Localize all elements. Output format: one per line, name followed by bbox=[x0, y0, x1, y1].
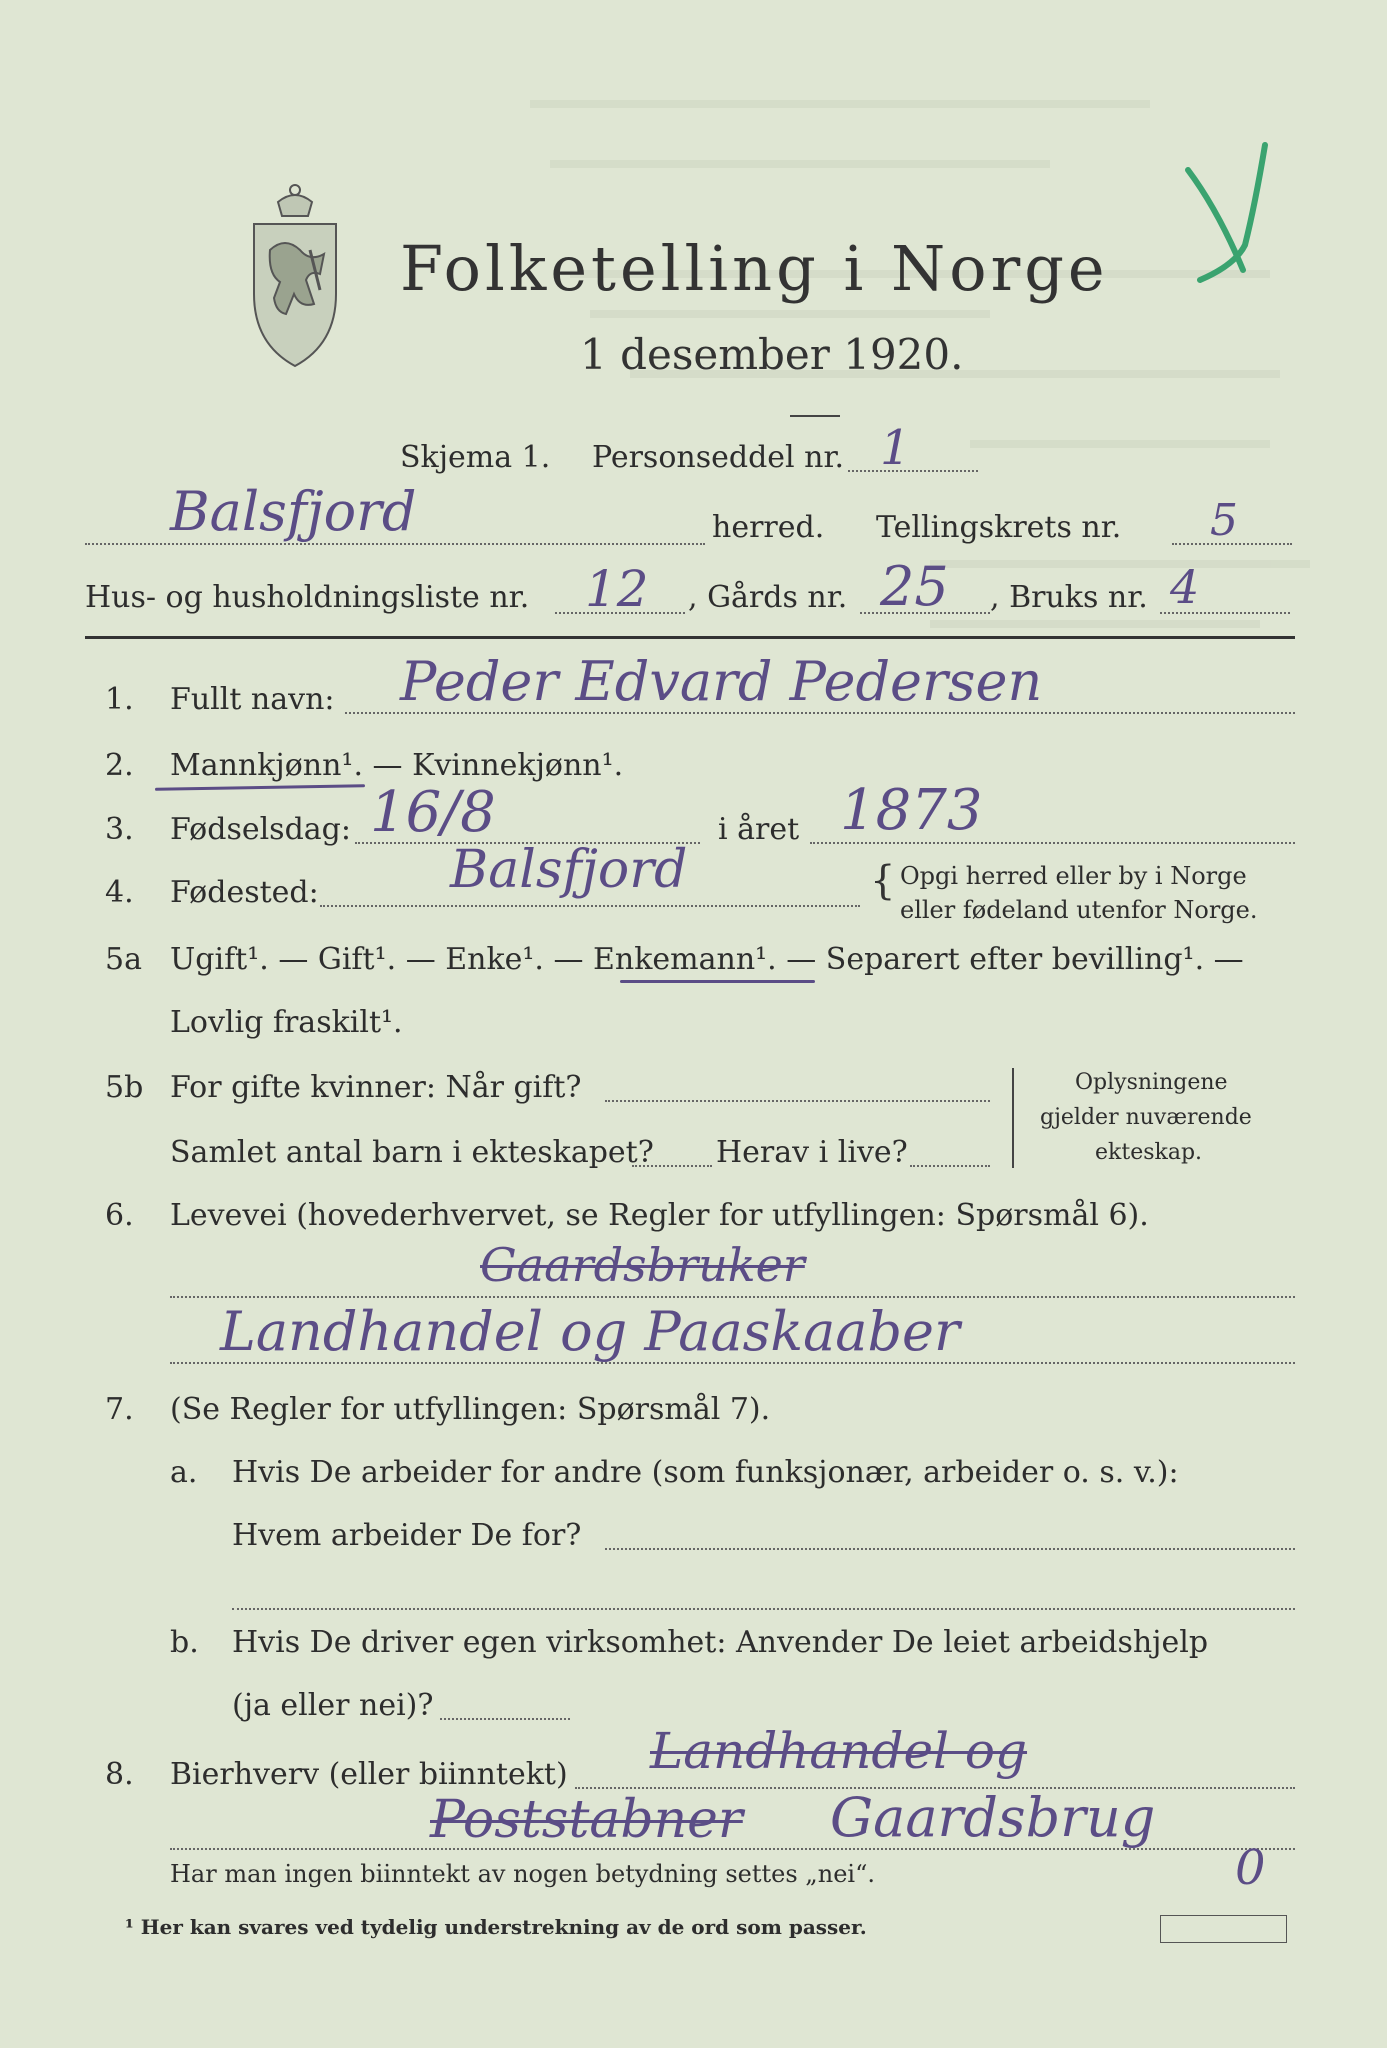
marital-status-options[interactable]: Ugift¹. — Gift¹. — Enke¹. — Enkemann¹. — Separert efter bevilling¹. — bbox=[170, 942, 1244, 977]
birthplace-note-1: Opgi herred eller by i Norge bbox=[900, 862, 1247, 890]
gender-options[interactable]: Mannkjønn¹. — Kvinnekjønn¹. bbox=[170, 748, 624, 783]
q8-hint: Har man ingen biinntekt av nogen betydning settes „nei“. bbox=[170, 1860, 875, 1888]
birthyear-value: 1873 bbox=[840, 778, 983, 843]
children-alive-field[interactable] bbox=[910, 1165, 990, 1167]
q1-label: Fullt navn: bbox=[170, 682, 335, 717]
q5b-children-label: Samlet antal barn i ekteskapet? bbox=[170, 1135, 654, 1170]
hired-help-field[interactable] bbox=[440, 1718, 570, 1720]
q1-number: 1. bbox=[105, 682, 134, 717]
q2-number: 2. bbox=[105, 748, 134, 783]
q7b-line1: Hvis De driver egen virksomhet: Anvender De leiet arbeidshjelp bbox=[232, 1625, 1209, 1660]
norway-coat-of-arms-icon bbox=[240, 180, 350, 370]
gards-label: , Gårds nr. bbox=[688, 580, 848, 615]
q6-label: Levevei (hovederhvervet, se Regler for utfyllingen: Spørsmål 6). bbox=[170, 1198, 1149, 1233]
q5a-number: 5a bbox=[105, 942, 142, 977]
marital-status-options-2[interactable]: Lovlig fraskilt¹. bbox=[170, 1005, 403, 1040]
occupation-value: Landhandel og Paaskaaber bbox=[220, 1300, 960, 1363]
q7b-number: b. bbox=[170, 1625, 199, 1660]
note-bracket bbox=[1012, 1068, 1014, 1168]
occupation-struck-value: Gaardsbruker bbox=[480, 1238, 805, 1292]
occupation-field-1[interactable] bbox=[170, 1296, 1295, 1298]
hus-value: 12 bbox=[585, 560, 649, 618]
green-check-mark-icon bbox=[1180, 140, 1290, 290]
q4-label: Fødested: bbox=[170, 875, 319, 910]
q6-number: 6. bbox=[105, 1198, 134, 1233]
tellingskrets-value: 5 bbox=[1210, 495, 1238, 546]
side-income-field-2[interactable] bbox=[170, 1848, 1295, 1850]
mannkjonn-underline-mark bbox=[155, 784, 365, 791]
divider bbox=[790, 415, 840, 417]
side-income-struck-value-2: Poststabner bbox=[430, 1790, 743, 1850]
q5b-note-2: gjelder nuværende bbox=[1040, 1105, 1252, 1130]
q7a-line1: Hvis De arbeider for andre (som funksjonær, arbeider o. s. v.): bbox=[232, 1455, 1179, 1490]
bruks-value: 4 bbox=[1170, 560, 1200, 614]
section-divider bbox=[85, 636, 1295, 639]
q7-label: (Se Regler for utfyllingen: Spørsmål 7). bbox=[170, 1392, 771, 1427]
schema-label: Skjema 1. bbox=[400, 440, 551, 475]
brace: { bbox=[870, 858, 896, 904]
personseddel-field[interactable] bbox=[848, 470, 978, 472]
year-label: i året bbox=[718, 812, 800, 847]
enkemann-underline-mark bbox=[620, 980, 815, 983]
personseddel-label: Personseddel nr. bbox=[592, 440, 845, 475]
q7b-line2: (ja eller nei)? bbox=[232, 1688, 434, 1723]
q5b-note-1: Oplysningene bbox=[1075, 1070, 1228, 1095]
full-name-value: Peder Edvard Pedersen bbox=[400, 650, 1043, 713]
side-income-value: Gaardsbrug bbox=[830, 1786, 1156, 1849]
birthplace-note-2: eller fødeland utenfor Norge. bbox=[900, 896, 1258, 924]
personseddel-value: 1 bbox=[880, 420, 911, 476]
form-title: Folketelling i Norge bbox=[400, 232, 1109, 305]
herred-label: herred. bbox=[712, 510, 825, 545]
q7a-line2: Hvem arbeider De for? bbox=[232, 1518, 582, 1553]
herred-field[interactable] bbox=[85, 543, 705, 545]
tellingskrets-label: Tellingskrets nr. bbox=[876, 510, 1122, 545]
gards-value: 25 bbox=[880, 555, 949, 618]
children-count-field[interactable] bbox=[632, 1165, 712, 1167]
nei-mark: 0 bbox=[1235, 1840, 1266, 1896]
birthdate-value: 16/8 bbox=[370, 780, 496, 845]
q8-number: 8. bbox=[105, 1757, 134, 1792]
occupation-field-2[interactable] bbox=[170, 1362, 1295, 1364]
employer-field-2[interactable] bbox=[232, 1608, 1295, 1610]
q4-number: 4. bbox=[105, 875, 134, 910]
bruks-label: , Bruks nr. bbox=[990, 580, 1148, 615]
q5b-note-3: ekteskap. bbox=[1095, 1140, 1203, 1165]
q5b-line1: For gifte kvinner: Når gift? bbox=[170, 1070, 582, 1105]
side-income-struck-value: Landhandel og bbox=[650, 1722, 1028, 1780]
footnote: ¹ Her kan svares ved tydelig understrekning av de ord som passer. bbox=[125, 1915, 867, 1939]
married-date-field[interactable] bbox=[605, 1100, 990, 1102]
employer-field[interactable] bbox=[605, 1548, 1295, 1550]
herred-value: Balsfjord bbox=[170, 480, 417, 543]
q3-label: Fødselsdag: bbox=[170, 812, 351, 847]
q8-label: Bierhverv (eller biinntekt) bbox=[170, 1757, 568, 1792]
q3-number: 3. bbox=[105, 812, 134, 847]
birthplace-value: Balsfjord bbox=[450, 840, 688, 900]
q5b-alive-label: Herav i live? bbox=[716, 1135, 908, 1170]
hus-label: Hus- og husholdningsliste nr. bbox=[85, 580, 530, 615]
q5b-number: 5b bbox=[105, 1070, 144, 1105]
printer-stamp-icon bbox=[1160, 1915, 1287, 1943]
form-date: 1 desember 1920. bbox=[580, 330, 964, 379]
q7-number: 7. bbox=[105, 1392, 134, 1427]
q7a-number: a. bbox=[170, 1455, 198, 1490]
birthplace-field[interactable] bbox=[320, 905, 860, 907]
